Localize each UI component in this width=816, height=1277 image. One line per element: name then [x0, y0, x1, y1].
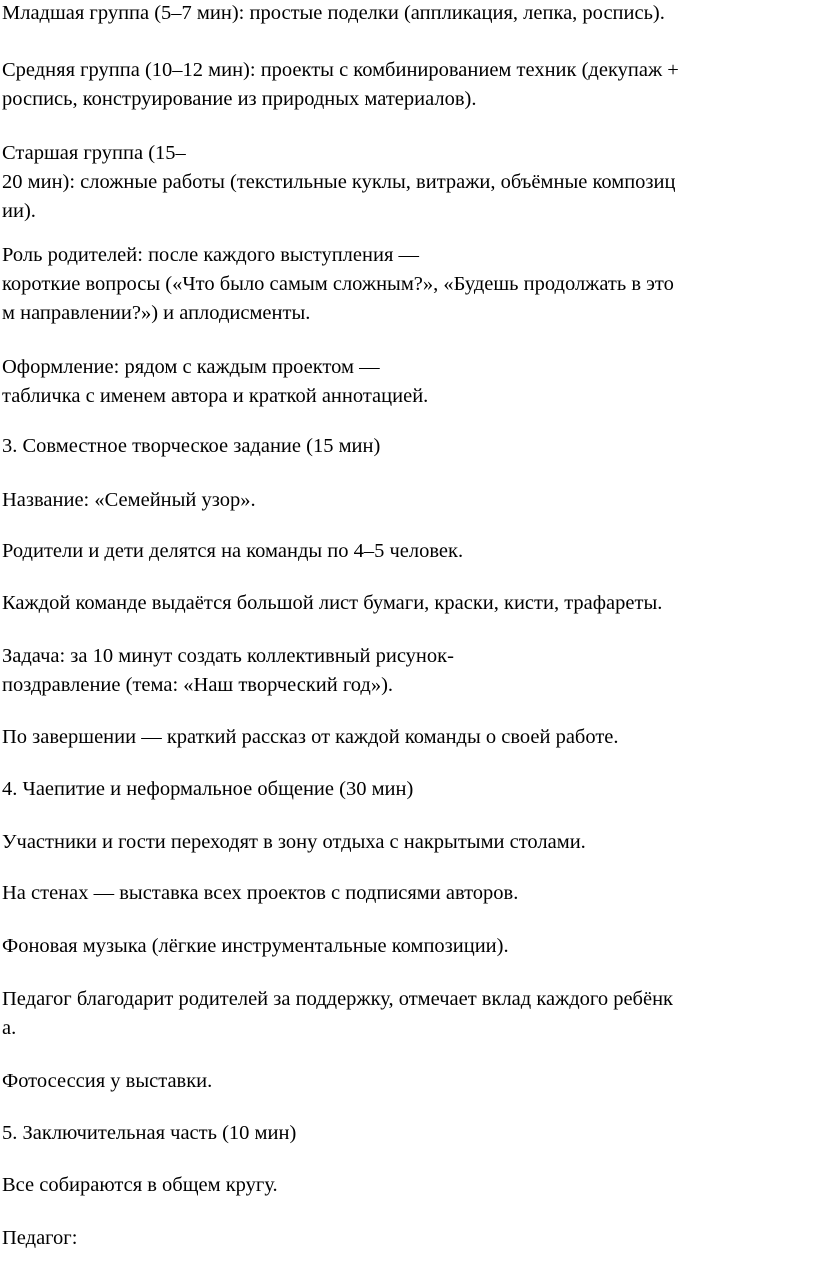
text-line: Фотосессия у выставки.: [2, 1070, 213, 1092]
text-line: роспись, конструирование из природных материалов).: [2, 88, 477, 110]
paragraph-completion: [2, 723, 814, 752]
text-line: Оформление: рядом с каждым проектом —: [2, 356, 380, 378]
text-line: м направлении?») и аплодисменты.: [2, 302, 311, 324]
text-line: а.: [2, 1017, 17, 1039]
paragraph-junior-group: [2, 0, 814, 28]
text-line: Старшая группа (15–: [2, 142, 186, 164]
text-line: Каждой команде выдаётся большой лист бумаги, краски, кисти, трафареты.: [2, 592, 663, 614]
paragraph-photo-session: [2, 1067, 814, 1096]
paragraph-senior-group: [2, 139, 814, 226]
paragraph-exhibition: [2, 879, 814, 908]
text-line: Фоновая музыка (лёгкие инструментальные композиции).: [2, 935, 509, 957]
paragraph-task: [2, 642, 814, 700]
text-line: 4. Чаепитие и неформальное общение (30 мин): [2, 778, 414, 800]
paragraph-design: [2, 353, 814, 411]
text-line: Младшая группа (5–7 мин): простые поделки (аппликация, лепка, роспись).: [2, 2, 665, 24]
text-line: табличка с именем автора и краткой аннотацией.: [2, 385, 429, 407]
paragraph-middle-group: [2, 56, 814, 114]
text-line: Родители и дети делятся на команды по 4–5 человек.: [2, 540, 464, 562]
section-heading-tea-party: [2, 775, 814, 804]
text-line: Роль родителей: после каждого выступления —: [2, 244, 419, 266]
text-line: Задача: за 10 минут создать коллективный рисунок-: [2, 645, 454, 667]
paragraph-task-name: [2, 486, 814, 515]
paragraph-teams: [2, 537, 814, 566]
section-heading-joint-task: [2, 432, 814, 461]
text-line: короткие вопросы («Что было самым сложным?», «Будешь продолжать в это: [2, 273, 674, 295]
text-line: 20 мин): сложные работы (текстильные куклы, витражи, объёмные композиц: [2, 171, 676, 193]
text-line: поздравление (тема: «Наш творческий год»).: [2, 674, 394, 696]
text-line: Название: «Семейный узор».: [2, 489, 256, 511]
text-line: На стенах — выставка всех проектов с подписями авторов.: [2, 882, 519, 904]
paragraph-teacher-thanks: [2, 985, 814, 1043]
text-line: ии).: [2, 200, 36, 222]
text-line: 5. Заключительная часть (10 мин): [2, 1122, 297, 1144]
paragraph-teacher: [2, 1224, 814, 1253]
text-line: По завершении — краткий рассказ от каждой команды о своей работе.: [2, 726, 619, 748]
text-line: Участники и гости переходят в зону отдыха с накрытыми столами.: [2, 831, 586, 853]
text-line: Все собираются в общем кругу.: [2, 1174, 278, 1196]
section-heading-final-part: [2, 1119, 814, 1148]
text-line: Педагог благодарит родителей за поддержку, отмечает вклад каждого ребёнк: [2, 988, 674, 1010]
paragraph-parents-role: [2, 241, 814, 328]
text-line: Средняя группа (10–12 мин): проекты с комбинированием техник (декупаж +: [2, 59, 679, 81]
paragraph-materials: [2, 589, 814, 618]
text-line: Педагог:: [2, 1227, 78, 1249]
paragraph-music: [2, 932, 814, 961]
paragraph-guests: [2, 828, 814, 857]
text-line: 3. Совместное творческое задание (15 мин): [2, 435, 381, 457]
paragraph-circle: [2, 1171, 814, 1200]
